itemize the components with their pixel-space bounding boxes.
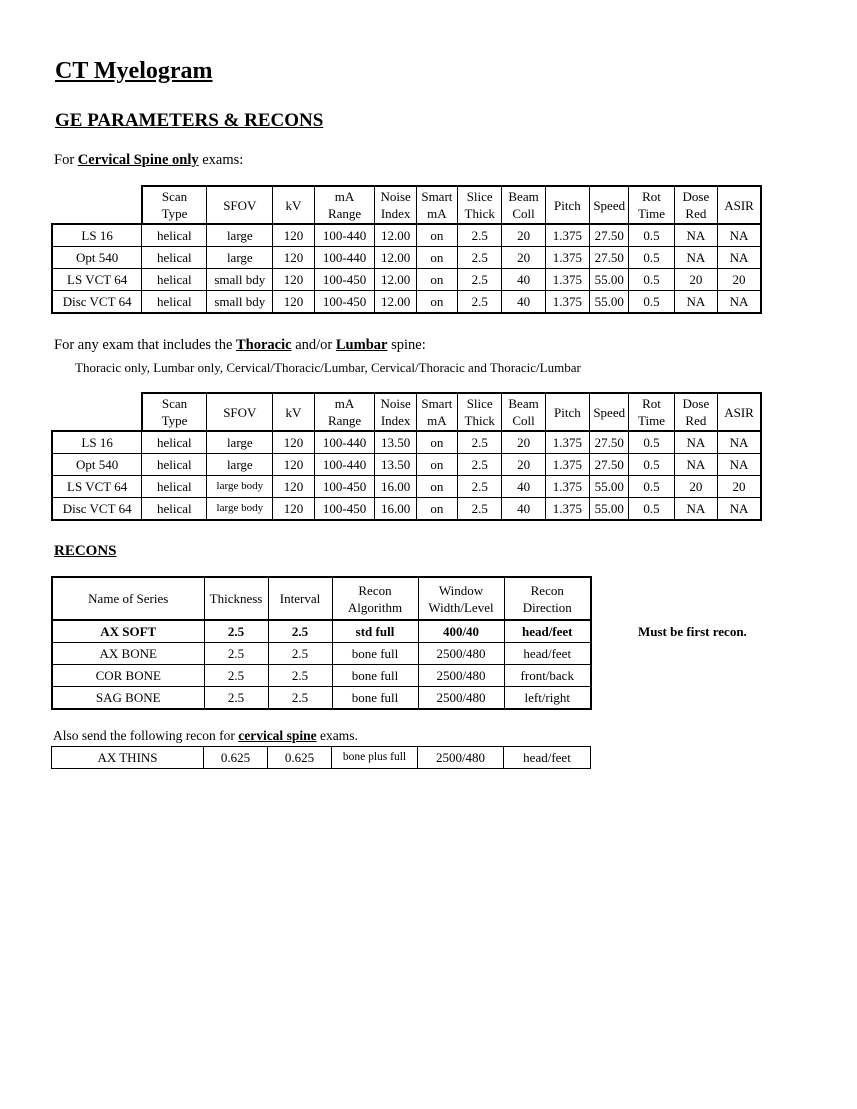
- table-cell: 2.5: [458, 291, 502, 314]
- column-header-text: Type: [161, 206, 188, 221]
- scanner-name-cell: Disc VCT 64: [52, 498, 142, 521]
- page-title: CT Myelogram: [55, 58, 213, 84]
- table-cell: 2.5: [458, 431, 502, 454]
- column-header-text: Range: [327, 206, 362, 221]
- column-header-text: Slice: [466, 396, 493, 411]
- table-cell: 120: [273, 224, 314, 247]
- table-cell: bone full: [332, 687, 418, 710]
- table-cell: 55.00: [590, 476, 629, 498]
- column-header-text: Time: [638, 413, 665, 428]
- table-cell: 100-450: [314, 291, 375, 314]
- column-header-text: Noise: [380, 396, 411, 411]
- table-cell: small bdy: [207, 291, 273, 314]
- column-header-text: Width/Level: [428, 599, 494, 615]
- table-cell: 0.5: [629, 247, 674, 269]
- table-cell: NA: [718, 454, 761, 476]
- cervical-intro: [54, 152, 243, 169]
- table-cell: 0.5: [629, 269, 674, 291]
- thoracic-intro-p1: For any exam that includes the: [54, 337, 237, 353]
- table-cell: 2.5: [204, 643, 268, 665]
- series-name-cell: AX THINS: [52, 747, 204, 769]
- column-header: [273, 393, 314, 431]
- table-cell: NA: [718, 498, 761, 521]
- table-cell: bone plus full: [332, 747, 418, 769]
- table-cell: helical: [142, 454, 207, 476]
- column-header: [545, 393, 589, 431]
- column-header-text: Recon: [358, 582, 392, 598]
- table-cell: 27.50: [590, 247, 629, 269]
- table-cell: 120: [273, 247, 314, 269]
- column-header-text: SFOV: [223, 197, 257, 213]
- table-cell: 40: [502, 476, 545, 498]
- table-cell: 55.00: [590, 498, 629, 521]
- column-header-text: Pitch: [554, 404, 581, 420]
- table-row: [52, 643, 591, 665]
- column-header-text: Smart: [421, 189, 453, 204]
- table-cell: 2.5: [458, 224, 502, 247]
- table-cell: small bdy: [207, 269, 273, 291]
- column-header-text: Algorithm: [347, 599, 403, 615]
- table-cell: 2.5: [268, 687, 332, 710]
- table-cell: bone full: [332, 665, 418, 687]
- first-recon-note: Must be first recon.: [638, 624, 747, 639]
- table-cell: helical: [142, 498, 207, 521]
- column-header-text: SFOV: [223, 404, 257, 420]
- table-cell: 20: [502, 454, 545, 476]
- table-cell: on: [416, 431, 457, 454]
- column-header-text: Scan: [161, 189, 188, 204]
- table-cell: 120: [273, 454, 314, 476]
- series-name-cell: AX SOFT: [52, 620, 204, 643]
- table-cell: NA: [674, 291, 717, 314]
- column-header-text: mA: [334, 189, 355, 204]
- column-header-text: Recon: [530, 582, 564, 598]
- table-cell: 13.50: [375, 431, 416, 454]
- table-cell: 120: [273, 498, 314, 521]
- table-cell: 2.5: [204, 665, 268, 687]
- table-row: [52, 498, 761, 521]
- table-row: [52, 687, 591, 710]
- table-cell: 2.5: [268, 665, 332, 687]
- table-cell: 20: [674, 269, 717, 291]
- scanner-name-cell: Opt 540: [52, 247, 142, 269]
- column-header-text: mA: [427, 413, 447, 428]
- table-cell: 120: [273, 291, 314, 314]
- scanner-name-cell: LS VCT 64: [52, 476, 142, 498]
- table-cell: 20: [502, 431, 545, 454]
- column-header: [273, 186, 314, 224]
- column-header-text: Beam: [508, 189, 539, 204]
- table-cell: 2500/480: [418, 687, 504, 710]
- cervical-intro-emphasis: Cervical Spine only: [77, 152, 199, 168]
- column-header: [504, 577, 591, 620]
- column-header-text: kV: [285, 404, 302, 420]
- table-row: [52, 476, 761, 498]
- table-row: [52, 454, 761, 476]
- thoracic-intro-emph2: Lumbar: [335, 337, 388, 353]
- column-header-text: Index: [380, 413, 411, 428]
- section-heading: GE PARAMETERS & RECONS: [55, 110, 324, 131]
- column-header: [502, 186, 545, 224]
- table-row: [52, 665, 591, 687]
- table-cell: large: [207, 431, 273, 454]
- table-row: [52, 247, 761, 269]
- thoracic-intro-p2: and/or: [291, 337, 336, 353]
- also-send-emphasis: cervical spine: [238, 728, 317, 743]
- thoracic-intro-emph1: Thoracic: [236, 337, 292, 353]
- table-cell: 16.00: [375, 476, 416, 498]
- table-cell: 100-440: [314, 247, 375, 269]
- column-header-text: Thick: [464, 206, 495, 221]
- table-cell: 0.5: [629, 454, 674, 476]
- column-header-text: Red: [685, 206, 707, 221]
- table-cell: 400/40: [418, 620, 504, 643]
- table-cell: 0.625: [268, 747, 332, 769]
- table-cell: 20: [718, 476, 761, 498]
- table-cell: 12.00: [375, 269, 416, 291]
- column-header-text: Coll: [512, 206, 535, 221]
- table-cell: helical: [142, 291, 207, 314]
- column-header-text: Direction: [522, 599, 572, 615]
- table-cell: 0.5: [629, 476, 674, 498]
- table-cell: 100-450: [314, 498, 375, 521]
- column-header-text: mA: [427, 206, 447, 221]
- table-cell: 100-440: [314, 431, 375, 454]
- table-cell: 1.375: [545, 224, 589, 247]
- table-cell: 55.00: [590, 291, 629, 314]
- column-header-text: Range: [327, 413, 362, 428]
- table-cell: NA: [674, 224, 717, 247]
- column-header: [204, 577, 268, 620]
- table-cell: 2.5: [458, 454, 502, 476]
- column-header: [590, 393, 629, 431]
- table-cell: 13.50: [375, 454, 416, 476]
- column-header: [545, 186, 589, 224]
- series-name-cell: COR BONE: [52, 665, 204, 687]
- column-header: [314, 393, 375, 431]
- column-header: [207, 186, 273, 224]
- column-header: [416, 393, 457, 431]
- column-header-text: Scan: [161, 396, 188, 411]
- table-cell: front/back: [504, 665, 591, 687]
- table-cell: 120: [273, 476, 314, 498]
- table-cell: 2500/480: [418, 643, 504, 665]
- also-send-suffix: exams.: [316, 728, 358, 743]
- cervical-intro-suffix: exams:: [198, 152, 244, 168]
- scanner-name-cell: LS 16: [52, 224, 142, 247]
- table-cell: 1.375: [545, 291, 589, 314]
- column-header-text: mA: [334, 396, 355, 411]
- scanner-name-cell: LS 16: [52, 431, 142, 454]
- table-cell: 2.5: [204, 620, 268, 643]
- table-cell: 20: [674, 476, 717, 498]
- thoracic-note: Thoracic only, Lumbar only, Cervical/Thoracic/Lumbar, Cervical/Thoracic and Thoracic/Lumbar: [75, 360, 581, 375]
- column-header-text: Dose: [682, 189, 710, 204]
- scanner-name-cell: LS VCT 64: [52, 269, 142, 291]
- table-cell: 100-440: [314, 454, 375, 476]
- table-cell: 100-440: [314, 224, 375, 247]
- table-cell: 2500/480: [418, 747, 504, 769]
- column-header: [142, 186, 207, 224]
- table-cell: helical: [142, 431, 207, 454]
- column-header: [207, 393, 273, 431]
- column-header-text: ASIR: [724, 404, 754, 420]
- column-header: [718, 393, 761, 431]
- table-cell: large body: [207, 498, 273, 521]
- table-cell: NA: [674, 454, 717, 476]
- table-cell: on: [416, 269, 457, 291]
- table-cell: large: [207, 454, 273, 476]
- table-cell: 40: [502, 498, 545, 521]
- table-cell: NA: [674, 247, 717, 269]
- table-cell: 100-450: [314, 269, 375, 291]
- column-header-text: Window: [438, 582, 484, 598]
- recons-table: [51, 576, 592, 710]
- table-cell: NA: [718, 247, 761, 269]
- table-cell: on: [416, 224, 457, 247]
- column-header: [52, 577, 204, 620]
- column-header: [590, 186, 629, 224]
- table-cell: on: [416, 291, 457, 314]
- table-cell: NA: [718, 291, 761, 314]
- table-cell: 2500/480: [418, 665, 504, 687]
- column-header-text: Coll: [512, 413, 535, 428]
- column-header-text: Smart: [421, 396, 453, 411]
- table-cell: 20: [502, 224, 545, 247]
- table-cell: 12.00: [375, 247, 416, 269]
- table-cell: NA: [674, 431, 717, 454]
- column-header: [674, 393, 717, 431]
- table-cell: large: [207, 247, 273, 269]
- table-row: [52, 747, 591, 769]
- column-header: [502, 393, 545, 431]
- table-cell: 40: [502, 291, 545, 314]
- column-header-text: Dose: [682, 396, 710, 411]
- table-cell: on: [416, 247, 457, 269]
- table-cell: helical: [142, 269, 207, 291]
- table-cell: 20: [718, 269, 761, 291]
- column-header-text: Rot: [642, 189, 661, 204]
- table-cell: 2.5: [458, 247, 502, 269]
- thoracic-intro-p3: spine:: [387, 337, 426, 353]
- table-row: [52, 291, 761, 314]
- column-header: [375, 186, 416, 224]
- table-cell: 120: [273, 431, 314, 454]
- column-header: [674, 186, 717, 224]
- column-header-text: Slice: [466, 189, 493, 204]
- column-header-text: Name of Series: [88, 591, 169, 606]
- table-cell: bone full: [332, 643, 418, 665]
- table-cell: 0.5: [629, 431, 674, 454]
- column-header-text: Noise: [380, 189, 411, 204]
- column-header-text: Interval: [279, 591, 321, 606]
- column-header-text: Speed: [593, 197, 626, 213]
- table-cell: NA: [718, 224, 761, 247]
- table-cell: 12.00: [375, 224, 416, 247]
- table-cell: 2.5: [458, 498, 502, 521]
- column-header-text: Beam: [508, 396, 539, 411]
- cervical-intro-prefix: For: [54, 152, 78, 168]
- column-header: [142, 393, 207, 431]
- column-header-text: Pitch: [554, 197, 581, 213]
- table-cell: std full: [332, 620, 418, 643]
- column-header: [416, 186, 457, 224]
- table-cell: 100-450: [314, 476, 375, 498]
- column-header: [375, 393, 416, 431]
- table-cell: NA: [718, 431, 761, 454]
- column-header-text: Thickness: [209, 591, 263, 606]
- table-cell: 2.5: [458, 269, 502, 291]
- table-cell: 0.625: [204, 747, 268, 769]
- table-row: [52, 620, 591, 643]
- table-cell: 55.00: [590, 269, 629, 291]
- thoracic-lumbar-parameters-table: [51, 392, 762, 521]
- table-cell: 27.50: [590, 224, 629, 247]
- table-cell: 12.00: [375, 291, 416, 314]
- also-send-prefix: Also send the following recon for: [53, 728, 239, 743]
- column-header-text: ASIR: [724, 197, 754, 213]
- table-cell: helical: [142, 247, 207, 269]
- thoracic-intro: [54, 337, 426, 354]
- table-cell: helical: [142, 224, 207, 247]
- table-cell: 2.5: [268, 620, 332, 643]
- header-row: [52, 186, 761, 224]
- table-cell: 40: [502, 269, 545, 291]
- column-header: [314, 186, 375, 224]
- recons-heading: RECONS: [54, 543, 117, 559]
- table-cell: 2.5: [268, 643, 332, 665]
- table-row: [52, 431, 761, 454]
- table-cell: 27.50: [590, 454, 629, 476]
- column-header: [268, 577, 332, 620]
- column-header: [458, 186, 502, 224]
- table-cell: 2.5: [458, 476, 502, 498]
- column-header: [458, 393, 502, 431]
- table-cell: NA: [674, 498, 717, 521]
- table-cell: large body: [207, 476, 273, 498]
- table-cell: large: [207, 224, 273, 247]
- table-cell: on: [416, 498, 457, 521]
- table-cell: 1.375: [545, 498, 589, 521]
- header-blank-cell: [52, 186, 142, 224]
- table-cell: 120: [273, 269, 314, 291]
- column-header-text: Time: [638, 206, 665, 221]
- table-cell: helical: [142, 476, 207, 498]
- table-cell: on: [416, 454, 457, 476]
- table-row: [52, 224, 761, 247]
- scanner-name-cell: Opt 540: [52, 454, 142, 476]
- table-cell: 20: [502, 247, 545, 269]
- column-header-text: Red: [685, 413, 707, 428]
- table-cell: left/right: [504, 687, 591, 710]
- table-cell: 2.5: [204, 687, 268, 710]
- ax-thins-table: [51, 746, 591, 769]
- header-blank-cell: [52, 393, 142, 431]
- table-cell: 0.5: [629, 224, 674, 247]
- table-cell: 1.375: [545, 454, 589, 476]
- table-cell: 27.50: [590, 431, 629, 454]
- column-header: [418, 577, 504, 620]
- table-row: [52, 269, 761, 291]
- table-cell: 1.375: [545, 269, 589, 291]
- table-cell: head/feet: [504, 643, 591, 665]
- table-cell: 1.375: [545, 247, 589, 269]
- column-header: [332, 577, 418, 620]
- table-cell: 0.5: [629, 291, 674, 314]
- column-header-text: Thick: [464, 413, 495, 428]
- column-header: [718, 186, 761, 224]
- column-header-text: Rot: [642, 396, 661, 411]
- series-name-cell: SAG BONE: [52, 687, 204, 710]
- column-header: [629, 186, 674, 224]
- table-cell: head/feet: [504, 620, 591, 643]
- column-header-text: Speed: [593, 404, 626, 420]
- also-send-text: [53, 728, 358, 744]
- cervical-parameters-table: [51, 185, 762, 314]
- table-cell: head/feet: [504, 747, 591, 769]
- scanner-name-cell: Disc VCT 64: [52, 291, 142, 314]
- column-header-text: Type: [161, 413, 188, 428]
- column-header-text: kV: [285, 197, 302, 213]
- table-cell: 1.375: [545, 431, 589, 454]
- table-cell: 0.5: [629, 498, 674, 521]
- column-header-text: Index: [380, 206, 411, 221]
- series-name-cell: AX BONE: [52, 643, 204, 665]
- header-row: [52, 577, 591, 620]
- header-row: [52, 393, 761, 431]
- column-header: [629, 393, 674, 431]
- table-cell: on: [416, 476, 457, 498]
- table-cell: 1.375: [545, 476, 589, 498]
- table-cell: 16.00: [375, 498, 416, 521]
